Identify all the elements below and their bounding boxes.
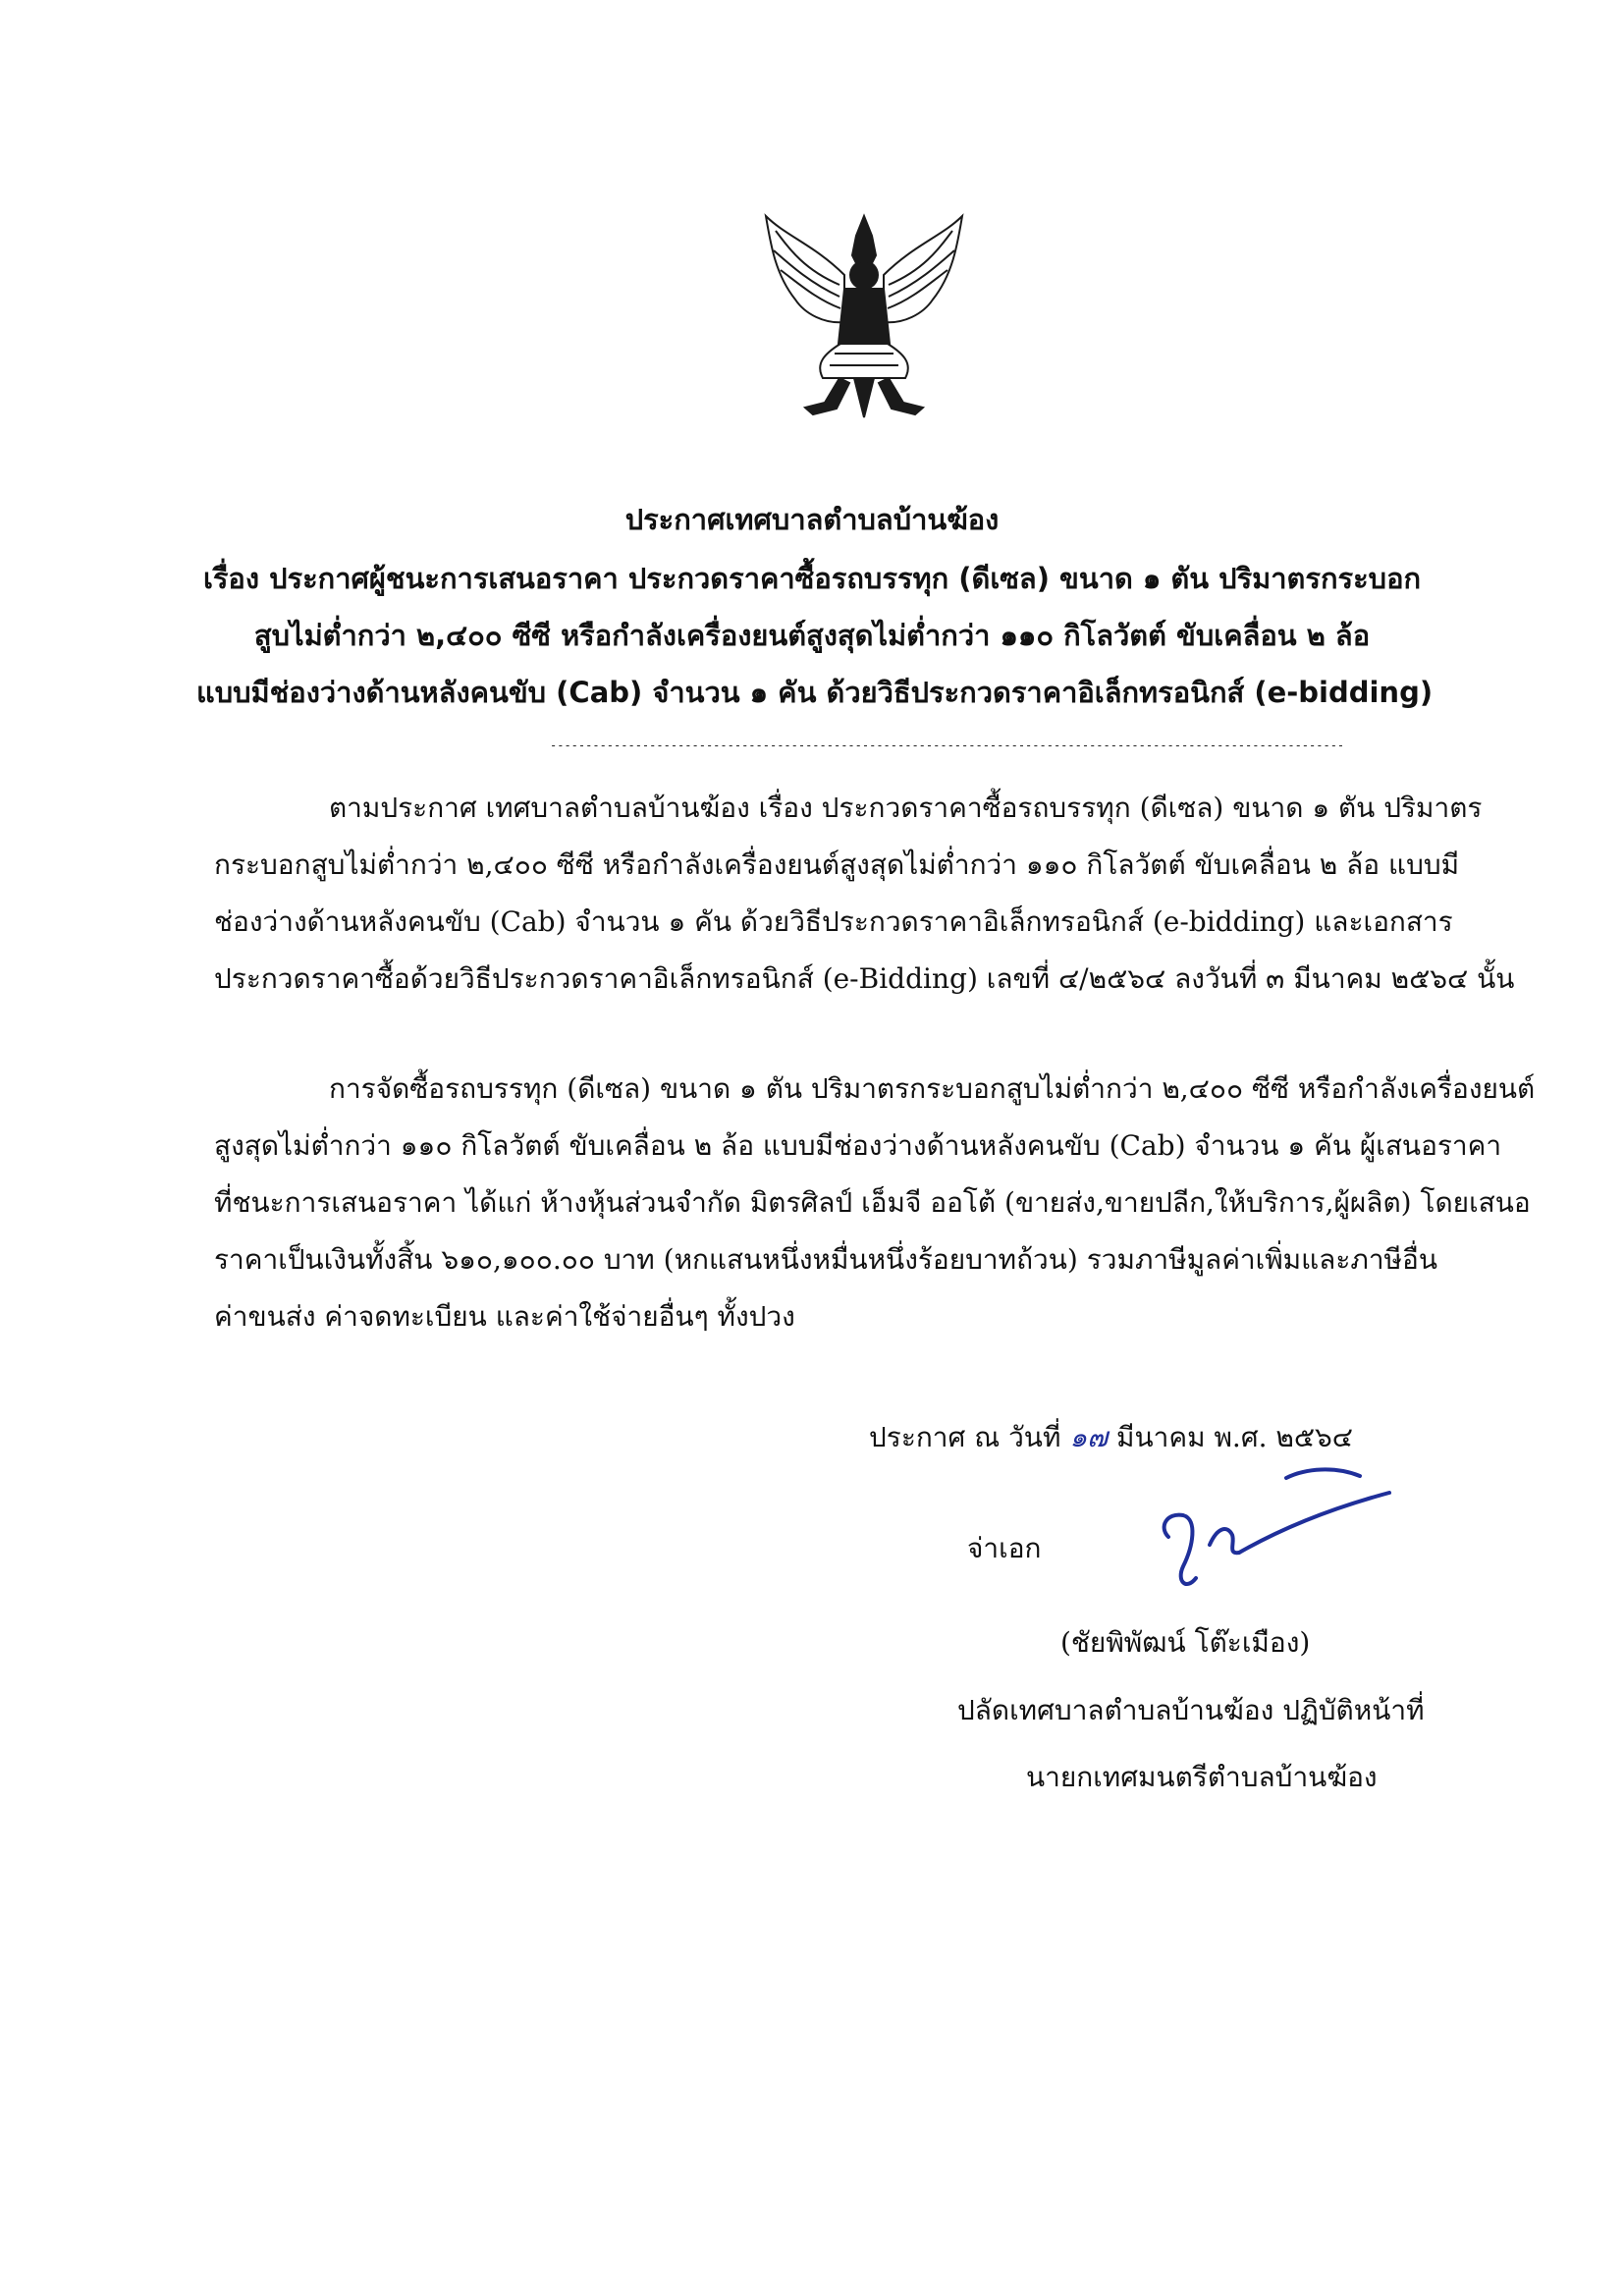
paragraph-2-line-4: ราคาเป็นเงินทั้งสิ้น ๖๑๐,๑๐๐.๐๐ บาท (หกแสนหนึ่งหมื่นหนึ่งร้อยบาทถ้วน) รวมภาษีมูลค่าเพิ่มและภาษีอื่น — [214, 1243, 1437, 1276]
subject-line-1: เรื่อง ประกาศผู้ชนะการเสนอราคา ประกวดราคาซื้อรถบรรทุก (ดีเซล) ขนาด ๑ ตัน ปริมาตรกระบอก — [202, 562, 1422, 595]
paragraph-1-line-1: ตามประกาศ เทศบาลตำบลบ้านฆ้อง เรื่อง ประกวดราคาซื้อรถบรรทุก (ดีเซล) ขนาด ๑ ตัน ปริมาตร — [329, 792, 1483, 824]
separator-line: ---------------------------------------------------------------------------------------------------------------- — [550, 738, 1345, 752]
paragraph-2-line-2: สูงสุดไม่ต่ำกว่า ๑๑๐ กิโลวัตต์ ขับเคลื่อน ๒ ล้อ แบบมีช่องว่างด้านหลังคนขับ (Cab) จำนวน ๑ คัน ผู้เสนอราคา — [214, 1129, 1502, 1162]
subject-line-3: แบบมีช่องว่างด้านหลังคนขับ (Cab) จำนวน ๑ คัน ด้วยวิธีประกวดราคาอิเล็กทรอนิกส์ (e-bidding) — [196, 676, 1434, 709]
announcement-date-suffix: มีนาคม พ.ศ. ๒๕๖๔ — [1116, 1421, 1353, 1453]
paragraph-2-line-5: ค่าขนส่ง ค่าจดทะเบียน และค่าใช้จ่ายอื่นๆ ทั้งปวง — [214, 1300, 795, 1333]
signer-name: (ชัยพิพัฒน์ โต๊ะเมือง) — [1060, 1626, 1311, 1659]
announcement-date-day: ๑๗ — [1069, 1421, 1109, 1453]
subject-line-2: สูบไม่ต่ำกว่า ๒,๔๐๐ ซีซี หรือกำลังเครื่องยนต์สูงสุดไม่ต่ำกว่า ๑๑๐ กิโลวัตต์ ขับเคลื่อน ๒ ล้อ — [253, 619, 1371, 652]
announcement-date — [869, 1416, 1353, 1459]
signer-position-1: ปลัดเทศบาลตำบลบ้านฆ้อง ปฏิบัติหน้าที่ — [957, 1694, 1425, 1726]
handwritten-signature — [1149, 1468, 1404, 1606]
announcement-date-prefix: ประกาศ ณ วันที่ — [869, 1421, 1061, 1453]
rank-label: จ่าเอก — [967, 1532, 1042, 1564]
paragraph-1-line-3: ช่องว่างด้านหลังคนขับ (Cab) จำนวน ๑ คัน ด้วยวิธีประกวดราคาอิเล็กทรอนิกส์ (e-bidding) และเอกสาร — [214, 905, 1453, 938]
paragraph-2-line-3: ที่ชนะการเสนอราคา ได้แก่ ห้างหุ้นส่วนจำกัด มิตรศิลป์ เอ็มจี ออโต้ (ขายส่ง,ขายปลีก,ให้บริการ,ผู้ผลิต) โดยเสนอ — [214, 1186, 1531, 1219]
signer-position-2: นายกเทศมนตรีตำบลบ้านฆ้อง — [1026, 1761, 1378, 1793]
paragraph-1-line-4: ประกวดราคาซื้อด้วยวิธีประกวดราคาอิเล็กทรอนิกส์ (e-Bidding) เลขที่ ๔/๒๕๖๔ ลงวันที่ ๓ มีนาคม ๒๕๖๔ นั้น — [214, 962, 1515, 995]
paragraph-1-line-2: กระบอกสูบไม่ต่ำกว่า ๒,๔๐๐ ซีซี หรือกำลังเครื่องยนต์สูงสุดไม่ต่ำกว่า ๑๑๐ กิโลวัตต์ ขับเคลื่อน ๒ ล้อ แบบมี — [214, 848, 1460, 881]
paragraph-2-line-1: การจัดซื้อรถบรรทุก (ดีเซล) ขนาด ๑ ตัน ปริมาตรกระบอกสูบไม่ต่ำกว่า ๒,๔๐๐ ซีซี หรือกำลังเครื่องยนต์ — [329, 1072, 1536, 1105]
garuda-emblem-icon — [746, 206, 982, 422]
announcement-title: ประกาศเทศบาลตำบลบ้านฆ้อง — [624, 503, 1000, 536]
